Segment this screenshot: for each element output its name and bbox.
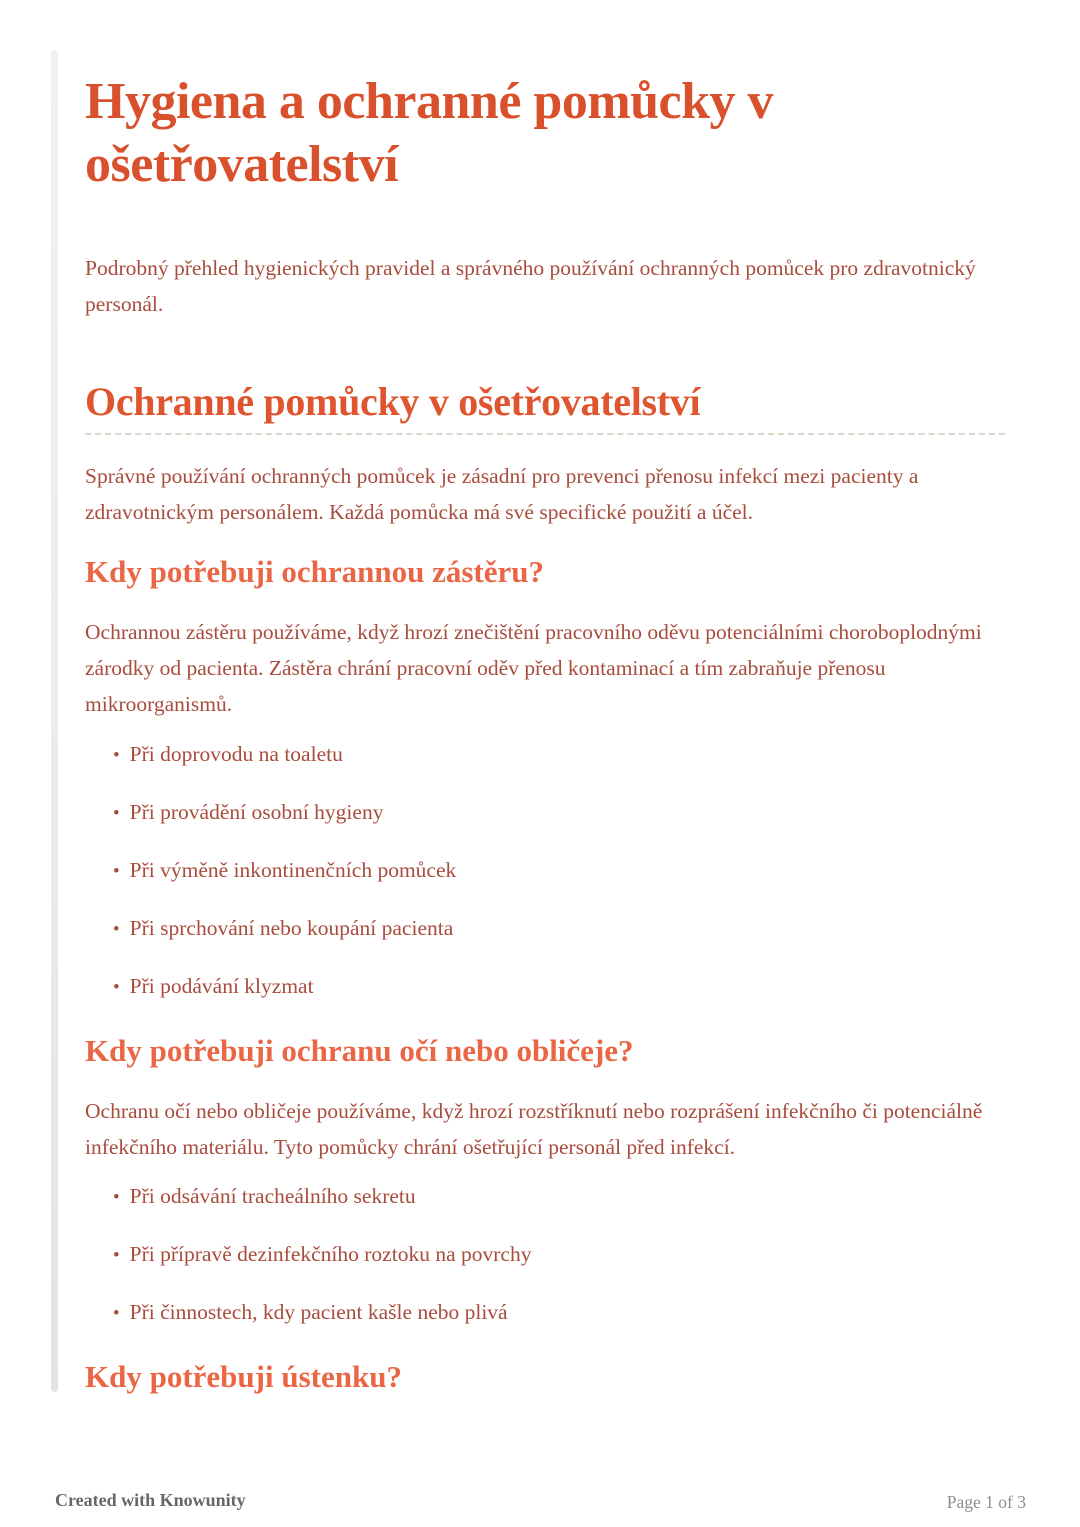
bullet-dot-icon [113, 916, 120, 942]
list-item-text: Při provádění osobní hygieny [129, 800, 384, 824]
bullet-dot-icon [113, 1184, 120, 1210]
list-item-text: Při činnostech, kdy pacient kašle nebo plivá [129, 1300, 508, 1324]
subsection-heading-apron: Kdy potřebuji ochrannou zástěru? [85, 554, 544, 589]
list-item [113, 1300, 1005, 1326]
bullet-list-apron [85, 742, 1005, 1000]
subsection-paragraph-eye-face: Ochranu očí nebo obličeje používáme, když hrozí rozstříknutí nebo rozprášení infekčního či potenciálně infekčního materiálu. Tyto pomůcky chrání ošetřující personál před infekcí. [85, 1099, 983, 1159]
document-intro: Podrobný přehled hygienických pravidel a správného používání ochranných pomůcek pro zdravotnický personál. [85, 256, 976, 316]
section-paragraph: Správné používání ochranných pomůcek je zásadní pro prevenci přenosu infekcí mezi pacienty a zdravotnickým personálem. Každá pomůcka má své specifické použití a účel. [85, 464, 919, 524]
list-item-text: Při odsávání tracheálního sekretu [129, 1184, 416, 1208]
subsection-heading-eye-face: Kdy potřebuji ochranu očí nebo obličeje? [85, 1033, 634, 1068]
document-content [85, 0, 1005, 1396]
list-item-text: Při výměně inkontinenčních pomůcek [129, 858, 457, 882]
bullet-dot-icon [113, 1242, 120, 1268]
footer-created-with: Created with Knowunity [55, 1490, 246, 1510]
list-item [113, 858, 1005, 884]
bullet-dot-icon [113, 800, 120, 826]
bullet-dot-icon [113, 742, 120, 768]
subsection-paragraph-apron: Ochrannou zástěru používáme, když hrozí znečištění pracovního oděvu potenciálními choroboplodnými zárodky od pacienta. Zástěra chrání pracovní oděv před kontaminací a tím zabraňuje přenosu mikroorganismů. [85, 620, 982, 716]
list-item [113, 800, 1005, 826]
section-heading-protective-equipment: Ochranné pomůcky v ošetřovatelství [85, 378, 1005, 435]
subsection-heading-mask: Kdy potřebuji ústenku? [85, 1359, 402, 1394]
list-item-text: Při přípravě dezinfekčního roztoku na povrchy [129, 1242, 532, 1266]
bullet-dot-icon [113, 974, 120, 1000]
footer-page-indicator: Page 1 of 3 [946, 1492, 1026, 1512]
page-edge-bar [51, 50, 58, 1392]
bullet-dot-icon [113, 1300, 120, 1326]
list-item-text: Při sprchování nebo koupání pacienta [129, 916, 454, 940]
list-item [113, 916, 1005, 942]
list-item-text: Při podávání klyzmat [129, 974, 314, 998]
list-item [113, 974, 1005, 1000]
list-item-text: Při doprovodu na toaletu [129, 742, 343, 766]
list-item [113, 1242, 1005, 1268]
bullet-dot-icon [113, 858, 120, 884]
document-title: Hygiena a ochranné pomůcky v ošetřovatelství [85, 73, 774, 193]
list-item [113, 742, 1005, 768]
bullet-list-eye-face [85, 1184, 1005, 1326]
list-item [113, 1184, 1005, 1210]
